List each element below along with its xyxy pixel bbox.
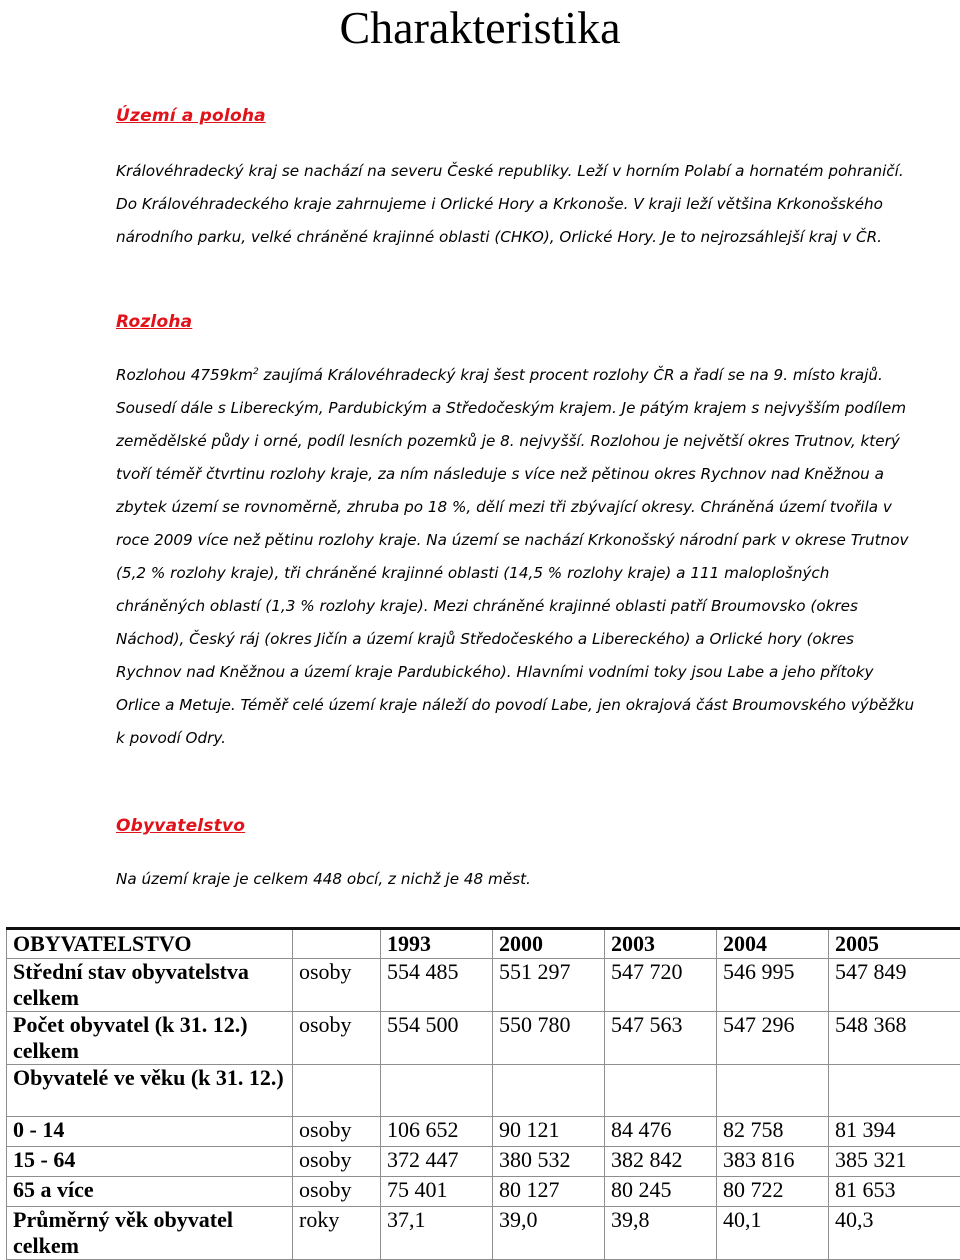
table-header-cell: 1993 <box>381 929 493 959</box>
row-unit: osoby <box>293 1147 381 1177</box>
row-value: 380 532 <box>493 1147 605 1177</box>
section-heading-rozloha: Rozloha <box>116 312 192 332</box>
row-unit: osoby <box>293 1012 381 1065</box>
row-value: 547 720 <box>605 959 717 1012</box>
row-value: 40,3 <box>829 1207 960 1260</box>
row-value: 550 780 <box>493 1012 605 1065</box>
row-value: 80 127 <box>493 1177 605 1207</box>
rozloha-text-prefix: Rozlohou 4759km <box>116 366 253 384</box>
row-value <box>717 1065 829 1117</box>
table-header-cell: 2005 <box>829 929 960 959</box>
table-row <box>7 1117 960 1147</box>
row-value <box>829 1065 960 1117</box>
row-label: 65 a více <box>7 1177 293 1207</box>
row-value: 547 296 <box>717 1012 829 1065</box>
row-value: 554 485 <box>381 959 493 1012</box>
table-row <box>7 959 960 1012</box>
row-unit: roky <box>293 1207 381 1260</box>
row-value: 547 849 <box>829 959 960 1012</box>
table-header-cell: 2003 <box>605 929 717 959</box>
rozloha-paragraph <box>116 359 916 755</box>
section-text-uzemi <box>116 155 916 254</box>
row-label: 0 - 14 <box>7 1117 293 1147</box>
row-value: 90 121 <box>493 1117 605 1147</box>
section-text-rozloha <box>116 359 916 755</box>
row-value: 80 245 <box>605 1177 717 1207</box>
row-unit <box>293 1065 381 1117</box>
row-value: 547 563 <box>605 1012 717 1065</box>
table-row <box>7 1147 960 1177</box>
table-row <box>7 1177 960 1207</box>
row-unit: osoby <box>293 959 381 1012</box>
row-value: 40,1 <box>717 1207 829 1260</box>
section-text-obyvatelstvo <box>116 863 916 896</box>
row-label: Počet obyvatel (k 31. 12.) celkem <box>7 1012 293 1065</box>
table-row <box>7 1065 960 1117</box>
row-value: 37,1 <box>381 1207 493 1260</box>
row-label: Střední stav obyvatelstva celkem <box>7 959 293 1012</box>
row-value: 382 842 <box>605 1147 717 1177</box>
table-header-cell: 2004 <box>717 929 829 959</box>
row-label: Obyvatelé ve věku (k 31. 12.) <box>7 1065 293 1117</box>
row-value: 81 394 <box>829 1117 960 1147</box>
table-header-cell: OBYVATELSTVO <box>7 929 293 959</box>
row-value: 551 297 <box>493 959 605 1012</box>
row-value: 554 500 <box>381 1012 493 1065</box>
row-unit: osoby <box>293 1117 381 1147</box>
row-value: 84 476 <box>605 1117 717 1147</box>
population-table <box>6 927 960 1260</box>
obyvatelstvo-paragraph: Na území kraje je celkem 448 obcí, z nichž je 48 měst. <box>116 863 916 896</box>
table-header-cell: 2000 <box>493 929 605 959</box>
row-value: 39,0 <box>493 1207 605 1260</box>
section-heading-obyvatelstvo: Obyvatelstvo <box>116 816 245 836</box>
row-label: 15 - 64 <box>7 1147 293 1177</box>
row-value: 82 758 <box>717 1117 829 1147</box>
row-value: 383 816 <box>717 1147 829 1177</box>
section-heading-uzemi: Území a poloha <box>116 106 266 126</box>
row-unit: osoby <box>293 1177 381 1207</box>
row-value: 106 652 <box>381 1117 493 1147</box>
uzemi-paragraph: Královéhradecký kraj se nachází na severu České republiky. Leží v horním Polabí a hornatém pohraničí. Do Královéhradeckého kraje zahrnujeme i Orlické Hory a Krkonoše. V kraji leží většina Krkonošského národního parku, velké chráněné krajinné oblasti (CHKO), Orlické Hory. Je to nejrozsáhlejší kraj v ČR. <box>116 155 916 254</box>
row-value: 75 401 <box>381 1177 493 1207</box>
page-title: Charakteristika <box>0 0 960 56</box>
row-value: 548 368 <box>829 1012 960 1065</box>
table-row <box>7 1207 960 1260</box>
row-value <box>381 1065 493 1117</box>
row-value: 81 653 <box>829 1177 960 1207</box>
rozloha-superscript: 2 <box>253 367 259 377</box>
rozloha-text-rest: zaujímá Královéhradecký kraj šest procent rozlohy ČR a řadí se na 9. místo krajů. Sousedí dále s Libereckým, Pardubickým a Středočeským krajem. Je pátým krajem s nejvyšším podílem zemědělské půdy i orné, podíl lesních pozemků je 8. nejvyšší. Rozlohou je největší okres Trutnov, který tvoří téměř čtvrtinu rozlohy kraje, za ním následuje s více než pětinou okres Rychnov nad Kněžnou a zbytek území se rovnoměrně, zhruba po 18 %, dělí mezi tři zbývající okresy. Chráněná území tvořila v roce 2009 více než pětinu rozlohy kraje. Na území se nachází Krkonošský národní park v okrese Trutnov (5,2 % rozlohy kraje), tři chráněné krajinné oblasti (14,5 % rozlohy kraje) a 111 maloplošných chráněných oblastí (1,3 % rozlohy kraje). Mezi chráněné krajinné oblasti patří Broumovsko (okres Náchod), Český ráj (okres Jičín a území krajů Středočeského a Libereckého) a Orlické hory (okres Rychnov nad Kněžnou a území kraje Pardubického). Hlavními vodními toky jsou Labe a jeho přítoky Orlice a Metuje. Téměř celé území kraje náleží do povodí Labe, jen okrajová část Broumovského výběžku k povodí Odry. <box>116 366 914 747</box>
row-value: 546 995 <box>717 959 829 1012</box>
row-value: 80 722 <box>717 1177 829 1207</box>
row-label: Průměrný věk obyvatel celkem <box>7 1207 293 1260</box>
table-header-cell <box>293 929 381 959</box>
row-value <box>493 1065 605 1117</box>
row-value: 385 321 <box>829 1147 960 1177</box>
row-value: 372 447 <box>381 1147 493 1177</box>
row-value <box>605 1065 717 1117</box>
table-row <box>7 1012 960 1065</box>
row-value: 39,8 <box>605 1207 717 1260</box>
table-header-row <box>7 929 960 959</box>
